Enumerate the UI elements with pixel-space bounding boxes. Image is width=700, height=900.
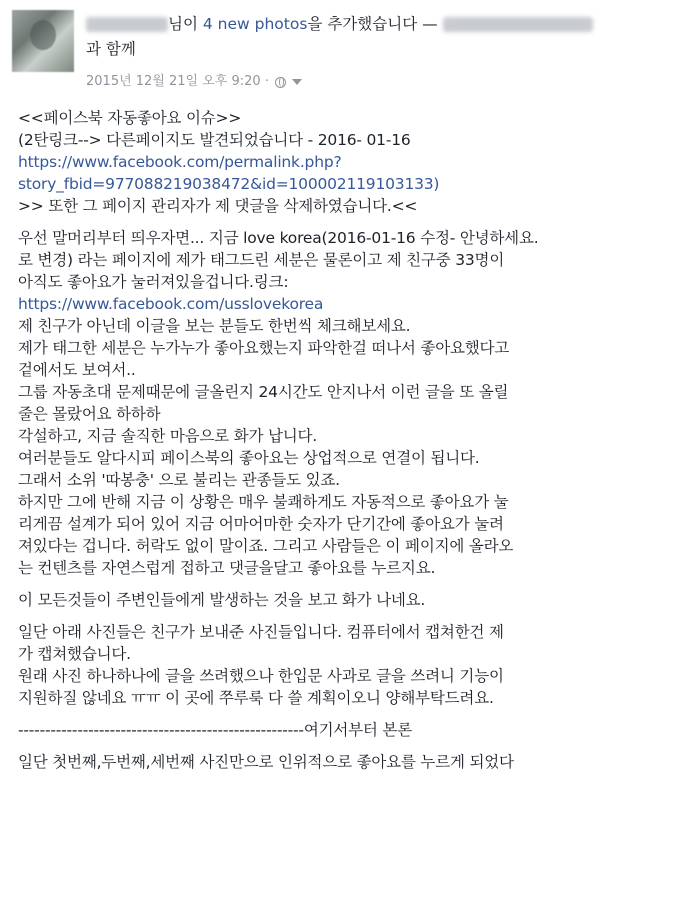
deleted-comment-line: >> 또한 그 페이지 관리자가 제 댓글을 삭제하였습니다.<< [18, 197, 418, 215]
action-text: 을 추가했습니다 — [307, 15, 438, 33]
line-b1: 제가 태그한 세분은 누가누가 좋아요했는지 파악한걸 떠나서 좋아요했다고 [18, 339, 510, 357]
line-g4: 는 컨텐츠를 자연스럽게 접하고 댓글을달고 좋아요를 누르지요. [18, 559, 436, 577]
line-c2: 줄은 몰랐어요 하하하 [18, 405, 161, 423]
para3-line2: 가 캡쳐했습니다. [18, 645, 131, 663]
with-text: 과 함께 [86, 40, 136, 58]
line-a: 제 친구가 아닌데 이글을 보는 분들도 한번씩 체크해보세요. [18, 317, 411, 335]
post-title: <<페이스북 자동좋아요 이슈>> [18, 109, 242, 127]
update-line: (2탄링크--> 다른페이지도 발견되었습니다 - 2016- 01-16 [18, 131, 411, 149]
post-meta [86, 72, 302, 92]
line-g3: 져있다는 겁니다. 허락도 없이 말이죠. 그리고 사람들은 이 페이지에 올라오 [18, 537, 514, 555]
new-photos-link[interactable]: 4 new photos [202, 15, 308, 33]
tagged-friends-blurred[interactable] [443, 17, 593, 32]
para3-line1: 일단 아래 사진들은 친구가 보내준 사진들입니다. 컴퓨터에서 캡쳐한건 제 [18, 623, 504, 641]
para3-line3: 원래 사진 하나하나에 글을 쓰려했으나 한입문 사과로 글을 쓰려니 기능이 [18, 667, 504, 685]
globe-icon[interactable] [275, 77, 286, 88]
para1-line1: 우선 말머리부터 띄우자면... 지금 love korea(2016-01-16 수정- 안녕하세요. [18, 229, 539, 247]
line-d: 각설하고, 지금 솔직한 마음으로 화가 납니다. [18, 427, 318, 445]
chevron-down-icon[interactable] [292, 79, 302, 85]
author-name-blurred[interactable] [86, 17, 168, 32]
para1-line2: 로 변경) 라는 페이지에 제가 태그드린 세분은 물론이고 제 친구중 33명이 [18, 251, 505, 269]
permalink-link[interactable]: https://www.facebook.com/permalink.php? story_fbid=977088219038472&id=100002119103133) [18, 153, 440, 193]
line-g2: 리게끔 설계가 되어 있어 지금 어마어마한 숫자가 단기간에 좋아요가 눌려 [18, 515, 504, 533]
line-g1: 하지만 그에 반해 지금 이 상황은 매우 불쾌하게도 자동적으로 좋아요가 눌 [18, 493, 509, 511]
last-line: 일단 첫번째,두번째,세번째 사진만으로 인위적으로 좋아요를 누르게 되었다 [18, 753, 514, 771]
line-f: 그래서 소위 '따봉충' 으로 불리는 관종들도 있죠. [18, 471, 340, 489]
divider-line: -----------------------------------------------------여기서부터 본론 [18, 721, 412, 739]
line-e: 여러분들도 알다시피 페이스북의 좋아요는 상업적으로 연결이 됩니다. [18, 449, 480, 467]
line-b2: 겉에서도 보여서.. [18, 361, 136, 379]
post-body [18, 107, 690, 773]
para2: 이 모든것들이 주변인들에게 발생하는 것을 보고 화가 나네요. [18, 591, 426, 609]
line-c1: 그룹 자동초대 문제때문에 글올린지 24시간도 안지나서 이런 글을 또 올릴 [18, 383, 509, 401]
post-timestamp[interactable]: 2015년 12월 21일 오후 9:20 · [86, 74, 269, 89]
post-header [86, 12, 686, 36]
page-link[interactable]: https://www.facebook.com/usslovekorea [18, 295, 324, 313]
author-avatar[interactable] [12, 10, 74, 72]
para1-line3: 아직도 좋아요가 눌러져있을겁니다.링크: [18, 273, 289, 291]
author-suffix: 님이 [168, 15, 198, 33]
para3-line4: 지원하질 않네요 ㅠㅠ 이 곳에 쭈루룩 다 쓸 계획이오니 양해부탁드려요. [18, 689, 494, 707]
